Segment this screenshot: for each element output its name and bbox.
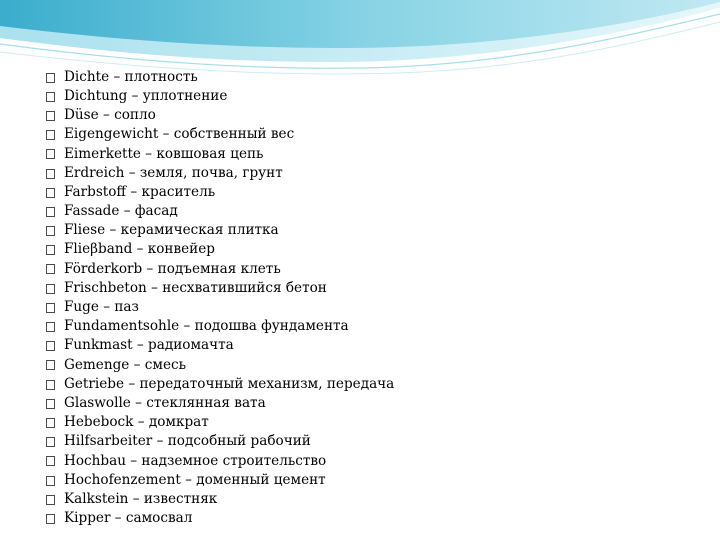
- term-text: Eimerkette – ковшовая цепь: [64, 145, 264, 162]
- list-item: [46, 202, 394, 221]
- term-text: Düse – сопло: [64, 107, 156, 124]
- term-text: Glaswolle – стеклянная вата: [64, 394, 266, 411]
- bullet-square-icon: [46, 380, 55, 390]
- list-item: [46, 509, 394, 528]
- term-text: Hochbau – надземное строительство: [64, 452, 327, 469]
- bullet-square-icon: [46, 264, 55, 274]
- list-item: [46, 356, 394, 375]
- term-text: Fliese – керамическая плитка: [64, 222, 279, 239]
- term-text: Kipper – самосвал: [64, 510, 193, 527]
- bullet-square-icon: [46, 399, 55, 409]
- list-item: [46, 413, 394, 432]
- bullet-square-icon: [46, 456, 55, 466]
- list-item: [46, 471, 394, 490]
- bullet-square-icon: [46, 418, 55, 428]
- bullet-square-icon: [46, 169, 55, 179]
- bullet-square-icon: [46, 476, 55, 486]
- bullet-square-icon: [46, 73, 55, 83]
- bullet-square-icon: [46, 226, 55, 236]
- term-text: Fundamentsohle – подошва фундамента: [64, 318, 349, 335]
- term-list: [46, 68, 394, 529]
- list-item: [46, 164, 394, 183]
- list-item: [46, 222, 394, 241]
- bullet-square-icon: [46, 111, 55, 121]
- bullet-square-icon: [46, 341, 55, 351]
- term-text: Förderkorb – подъемная клеть: [64, 260, 281, 277]
- bullet-square-icon: [46, 92, 55, 102]
- list-item: [46, 317, 394, 336]
- list-item: [46, 279, 394, 298]
- term-text: Hochofenzement – доменный цемент: [64, 471, 326, 488]
- term-text: Kalkstein – известняк: [64, 490, 218, 507]
- bullet-square-icon: [46, 245, 55, 255]
- term-text: Fuge – паз: [64, 299, 139, 316]
- bullet-square-icon: [46, 495, 55, 505]
- term-text: Eigengewicht – собственный вес: [64, 126, 295, 143]
- bullet-square-icon: [46, 360, 55, 370]
- term-text: Dichte – плотность: [64, 68, 198, 85]
- bullet-square-icon: [46, 514, 55, 524]
- bullet-square-icon: [46, 188, 55, 198]
- bullet-square-icon: [46, 284, 55, 294]
- term-text: Hebebock – домкрат: [64, 414, 209, 431]
- term-text: Flieβband – конвейер: [64, 241, 215, 258]
- list-item: [46, 145, 394, 164]
- bullet-square-icon: [46, 149, 55, 159]
- list-item: [46, 68, 394, 87]
- term-text: Erdreich – земля, почва, грунт: [64, 164, 283, 181]
- list-item: [46, 433, 394, 452]
- term-text: Dichtung – уплотнение: [64, 87, 228, 104]
- bullet-square-icon: [46, 322, 55, 332]
- list-item: [46, 183, 394, 202]
- list-item: [46, 394, 394, 413]
- list-item: [46, 375, 394, 394]
- list-item: [46, 298, 394, 317]
- bullet-square-icon: [46, 303, 55, 313]
- term-text: Funkmast – радиомачта: [64, 337, 234, 354]
- list-item: [46, 337, 394, 356]
- term-text: Fassade – фасад: [64, 203, 178, 220]
- term-text: Hilfsarbeiter – подсобный рабочий: [64, 433, 311, 450]
- list-item: [46, 260, 394, 279]
- list-item: [46, 106, 394, 125]
- bullet-square-icon: [46, 437, 55, 447]
- bullet-square-icon: [46, 207, 55, 217]
- term-text: Gemenge – смесь: [64, 356, 187, 373]
- term-text: Farbstoff – краситель: [64, 183, 216, 200]
- list-item: [46, 126, 394, 145]
- list-item: [46, 490, 394, 509]
- term-text: Getriebe – передаточный механизм, передача: [64, 375, 395, 392]
- list-item: [46, 452, 394, 471]
- list-item: [46, 241, 394, 260]
- term-text: Frischbeton – несхватившийся бетон: [64, 279, 327, 296]
- bullet-square-icon: [46, 130, 55, 140]
- list-item: [46, 87, 394, 106]
